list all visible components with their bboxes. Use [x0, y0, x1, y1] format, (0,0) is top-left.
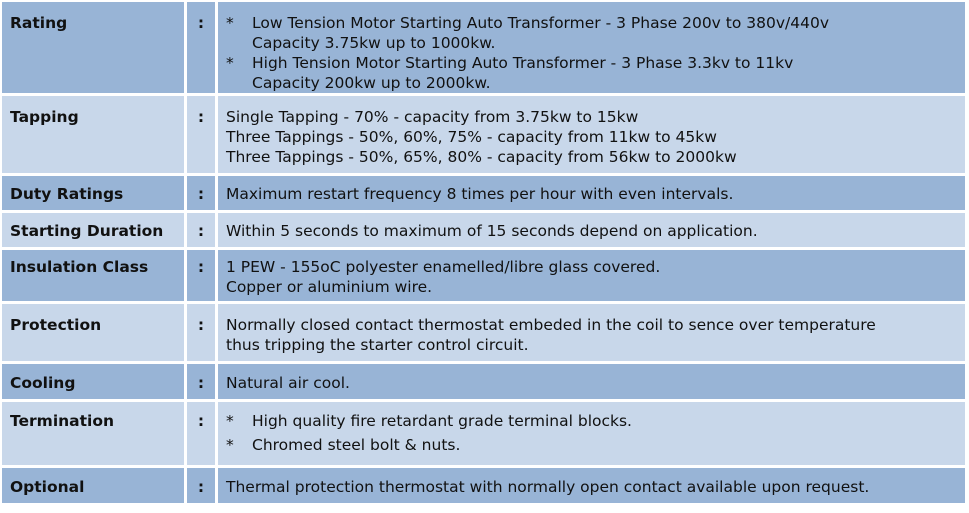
spec-value	[218, 213, 965, 247]
spec-colon: :	[187, 468, 215, 503]
spec-row-optional	[2, 468, 965, 503]
asterisk-bullet: *	[226, 14, 234, 32]
spec-row-rating	[2, 2, 965, 93]
spec-value	[218, 304, 965, 361]
value-line: High quality fire retardant grade terminal blocks.	[252, 412, 632, 430]
value-line: thus tripping the starter control circuit.	[226, 336, 529, 354]
value-line: Maximum restart frequency 8 times per hour with even intervals.	[226, 185, 734, 203]
value-line: Within 5 seconds to maximum of 15 seconds depend on application.	[226, 222, 758, 240]
spec-label: Termination	[2, 402, 184, 465]
value-line: Single Tapping - 70% - capacity from 3.75kw to 15kw	[226, 108, 639, 126]
value-line: Chromed steel bolt & nuts.	[252, 436, 461, 454]
spec-colon: :	[187, 250, 215, 301]
bullet-item	[226, 13, 957, 53]
spec-value	[218, 468, 965, 503]
spec-value	[218, 250, 965, 301]
asterisk-bullet: *	[226, 436, 234, 454]
bullet-item	[226, 435, 957, 455]
value-line: Capacity 3.75kw up to 1000kw.	[252, 34, 496, 52]
spec-label: Insulation Class	[2, 250, 184, 301]
value-line: Three Tappings - 50%, 60%, 75% - capacity from 11kw to 45kw	[226, 128, 717, 146]
spec-label: Tapping	[2, 96, 184, 173]
spec-row-tapping	[2, 96, 965, 173]
spec-label: Rating	[2, 2, 184, 93]
spec-value	[218, 402, 965, 465]
spec-row-starting-duration	[2, 213, 965, 247]
value-line: 1 PEW - 155oC polyester enamelled/libre glass covered.	[226, 258, 661, 276]
spec-colon: :	[187, 96, 215, 173]
spec-value	[218, 176, 965, 210]
spec-row-duty-ratings	[2, 176, 965, 210]
spec-row-cooling	[2, 364, 965, 399]
bullet-item	[226, 53, 957, 93]
asterisk-bullet: *	[226, 412, 234, 430]
value-line: Three Tappings - 50%, 65%, 80% - capacity from 56kw to 2000kw	[226, 148, 737, 166]
spec-label: Starting Duration	[2, 213, 184, 247]
spec-colon: :	[187, 176, 215, 210]
spec-colon: :	[187, 304, 215, 361]
spec-value	[218, 2, 965, 93]
value-line: Capacity 200kw up to 2000kw.	[252, 74, 491, 92]
spec-colon: :	[187, 213, 215, 247]
spec-value	[218, 96, 965, 173]
spec-colon: :	[187, 402, 215, 465]
spec-label: Protection	[2, 304, 184, 361]
value-line: High Tension Motor Starting Auto Transformer - 3 Phase 3.3kv to 11kv	[252, 54, 794, 72]
asterisk-bullet: *	[226, 54, 234, 72]
spec-label: Optional	[2, 468, 184, 503]
spec-label: Cooling	[2, 364, 184, 399]
spec-row-insulation-class	[2, 250, 965, 301]
spec-value	[218, 364, 965, 399]
value-line: Copper or aluminium wire.	[226, 278, 433, 296]
spec-row-termination	[2, 402, 965, 465]
value-line: Thermal protection thermostat with normally open contact available upon request.	[226, 478, 870, 496]
spec-label: Duty Ratings	[2, 176, 184, 210]
value-line: Natural air cool.	[226, 374, 350, 392]
value-line: Normally closed contact thermostat embeded in the coil to sence over temperature	[226, 316, 876, 334]
value-line: Low Tension Motor Starting Auto Transformer - 3 Phase 200v to 380v/440v	[252, 14, 830, 32]
bullet-item	[226, 411, 957, 431]
spec-colon: :	[187, 364, 215, 399]
spec-colon: :	[187, 2, 215, 93]
spec-row-protection	[2, 304, 965, 361]
